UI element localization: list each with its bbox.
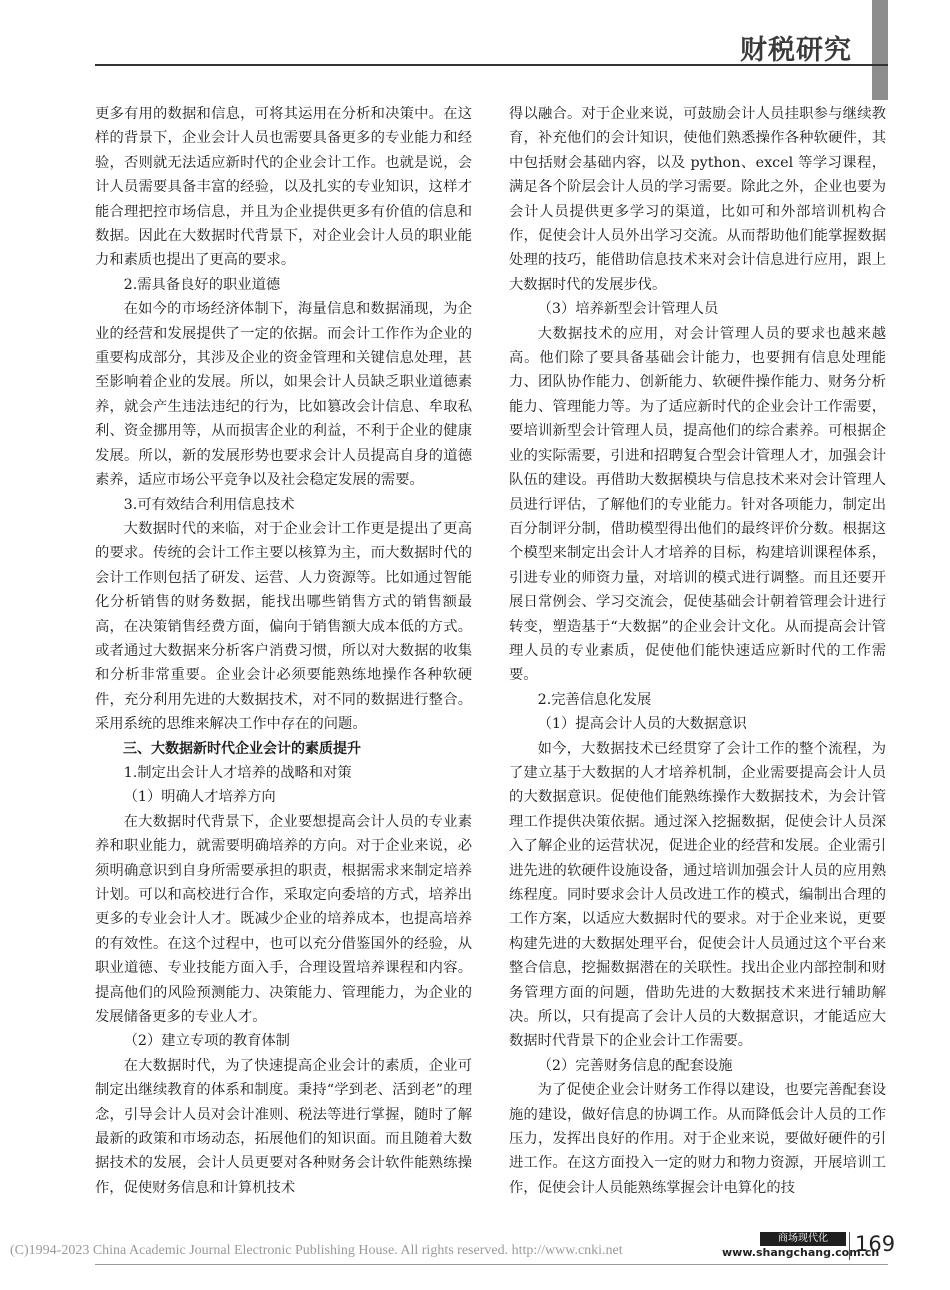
body-paragraph: 如今，大数据技术已经贯穿了会计工作的整个流程，为了建立基于大数据的人才培养机制，企业需要提高会计人员的大数据意识。促使他们能熟练操作大数据技术，为会计管理工作提供决策依据。通过深入挖掘数据，促使会计人员深入了解企业的运营状况，促进企业的经营和发展。企业需引进先进的软硬件设施设备，通过培训加强会计人员的应用熟练程度。同时要求会计人员改进工作的模式，编制出合理的工作方案，以适应大数据时代的要求。对于企业来说，更要构建先进的大数据处理平台，促使会计人员通过这个平台来整合信息，挖掘数据潜在的关联性。找出企业内部控制和财务管理方面的问题，借助先进的大数据技术来进行辅助解决。所以，只有提高了会计人员的大数据意识，才能适应大数据时代背景下的企业会计工作需要。 <box>509 740 886 1050</box>
body-paragraph: 为了促使企业会计财务工作得以建设，也要完善配套设施的建设，做好信息的协调工作。从而降低会计人员的工作压力，发挥出良好的作用。对于企业来说，要做好硬件的引进工作。在这方面投入一定的财力和物力资源，开展培训工作，促使会计人员能熟练掌握会计电算化的技 <box>509 1082 886 1196</box>
copyright-notice: (C)1994-2023 China Academic Journal Electronic Publishing House. All rights reserved. http://www.cnki.net <box>10 1243 623 1258</box>
page-number: 169 <box>855 1232 896 1256</box>
body-paragraph: 大数据时代的来临，对于企业会计工作更是提出了更高的要求。传统的会计工作主要以核算为主，而大数据时代的会计工作则包括了研发、运营、人力资源等。比如通过智能化分析销售的财务数据，能找出哪些销售方式的销售额最高，在决策销售经费方面，偏向于销售额大成本低的方式。或者通过大数据来分析客户消费习惯，所以对大数据的收集和分析非常重要。企业会计必须要能熟练地操作各种软硬件，充分利用先进的大数据技术，对不同的数据进行整合。采用系统的思维来解决工作中存在的问题。 <box>95 520 472 733</box>
page-footer <box>0 1232 950 1270</box>
body-paragraph: 得以融合。对于企业来说，可鼓励会计人员挂职参与继续教育，补充他们的会计知识，使他们熟悉操作各种软硬件，其中包括财会基础内容，以及 python、excel 等学习课程，满足各个阶层会计人员的学习需要。除此之外，企业也要为会计人员提供更多学习的渠道，比如可和外部培训机构合作，促使会计人员外出学习交流。从而帮助他们能掌握数据处理的技巧，能借助信息技术来对会计信息进行应用，跟上大数据时代的发展步伐。 <box>509 106 886 293</box>
journal-section-title: 财税研究 <box>740 35 852 66</box>
section-heading: 三、大数据新时代企业会计的素质提升 <box>123 740 361 757</box>
subheading: （2）建立专项的教育体制 <box>123 1033 290 1050</box>
body-paragraph: 在大数据时代背景下，企业要想提高会计人员的专业素养和职业能力，就需要明确培养的方向。对于企业来说，必须明确意识到自身所需要承担的职责，根据需求来制定培养计划。可以和高校进行合作，采取定向委培的方式，培养出更多的专业会计人才。既减少企业的培养成本，也提高培养的有效性。在这个过程中，也可以充分借鉴国外的经验，从职业道德、专业技能方面入手，合理设置培养课程和内容。提高他们的风险预测能力、决策能力、管理能力，为企业的发展储备更多的专业人才。 <box>95 813 472 1026</box>
subheading: （1）提高会计人员的大数据意识 <box>537 716 747 733</box>
section-tab-marker <box>872 0 888 100</box>
footer-divider <box>95 1264 888 1265</box>
subheading: （1）明确人才培养方向 <box>123 789 276 806</box>
subheading: 2.需具备良好的职业道德 <box>123 276 281 293</box>
page-number-divider <box>849 1232 850 1260</box>
body-paragraph: 更多有用的数据和信息，可将其运用在分析和决策中。在这样的背景下，企业会计人员也需要具备更多的专业能力和经验，否则就无法适应新时代的企业会计工作。也就是说，会计人员需要具备丰富的经验，以及扎实的专业知识，这样才能合理把控市场信息，并且为企业提供更多有价值的信息和数据。因此在大数据时代背景下，对企业会计人员的职业能力和素质也提出了更高的要求。 <box>95 106 472 269</box>
subheading: （2）完善财务信息的配套设施 <box>537 1057 733 1074</box>
subheading: 1.制定出会计人才培养的战略和对策 <box>123 764 352 781</box>
right-text-column <box>509 102 886 1200</box>
subheading: （3）培养新型会计管理人员 <box>537 301 719 318</box>
journal-logo: 商场现代化 <box>760 1232 846 1246</box>
subheading: 2.完善信息化发展 <box>537 691 652 708</box>
header-divider <box>95 64 888 66</box>
body-paragraph: 大数据技术的应用，对会计管理人员的要求也越来越高。他们除了要具备基础会计能力，也要拥有信息处理能力、团队协作能力、创新能力、软硬件操作能力、财务分析能力、管理能力等。为了适应新时代的企业会计工作需要，要培训新型会计管理人员，提高他们的综合素养。可根据企业的实际需要，引进和招聘复合型会计管理人才，加强会计队伍的建设。再借助大数据模块与信息技术来对会计管理人员进行评估，了解他们的专业能力。针对各项能力，制定出百分制评分制，借助模型得出他们的最终评价分数。根据这个模型来制定出会计人才培养的目标，构建培训课程体系，引进专业的师资力量，对培训的模式进行调整。而且还要开展日常例会、学习交流会，促使基础会计朝着管理会计进行转变，塑造基于“大数据”的企业会计文化。从而提高会计管理人员的专业素质，促使他们能快速适应新时代的工作需要。 <box>509 325 886 684</box>
left-text-column <box>95 102 472 1200</box>
body-paragraph: 在如今的市场经济体制下，海量信息和数据涌现，为企业的经营和发展提供了一定的依据。而会计工作作为企业的重要构成部分，其涉及企业的资金管理和关键信息处理，甚至影响着企业的发展。所以，如果会计人员缺乏职业道德素养，就会产生违法违纪的行为，比如篡改会计信息、牟取私利、资金挪用等，从而损害企业的利益，不利于企业的健康发展。所以，新的发展形势也要求会计人员提高自身的道德素养，适应市场公平竞争以及社会稳定发展的需要。 <box>95 301 472 489</box>
body-paragraph: 在大数据时代，为了快速提高企业会计的素质，企业可制定出继续教育的体系和制度。秉持“学到老、活到老”的理念，引导会计人员对会计准则、税法等进行掌握，随时了解最新的政策和市场动态，拓展他们的知识面。而且随着大数据技术的发展，会计人员更要对各种财务会计软件能熟练操作，促使财务信息和计算机技术 <box>95 1057 472 1196</box>
journal-website: www.shangchang.com.cn <box>722 1246 880 1259</box>
subheading: 3.可有效结合利用信息技术 <box>123 496 295 513</box>
